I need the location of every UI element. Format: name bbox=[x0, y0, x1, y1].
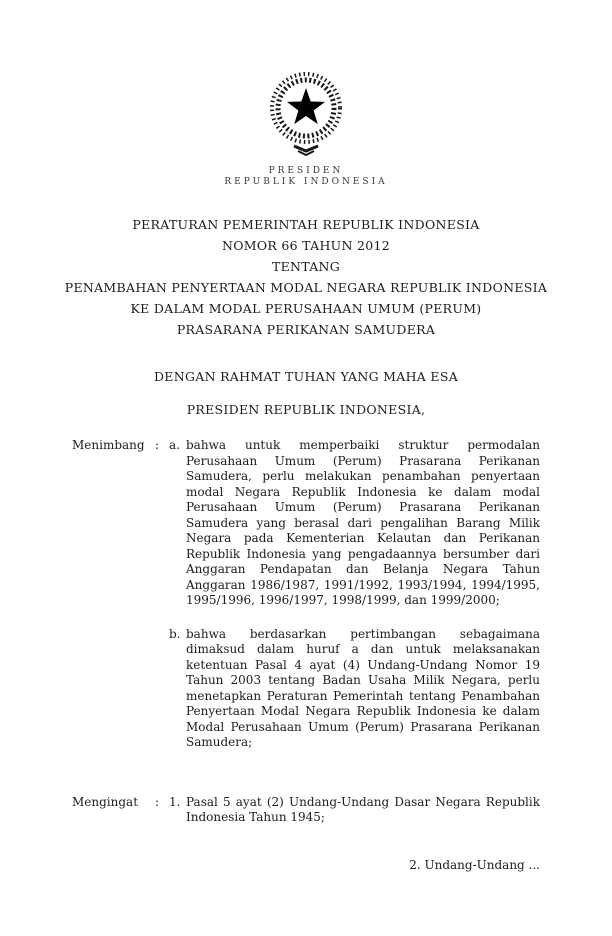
star-emblem-icon bbox=[263, 68, 349, 160]
letterhead bbox=[0, 166, 612, 188]
mengingat-item-1-text: Pasal 5 ayat (2) Undang-Undang Dasar Negara Republik Indonesia Tahun 1945; bbox=[186, 794, 540, 824]
menimbang-item-b bbox=[169, 627, 540, 751]
title-line-nomor: NOMOR 66 TAHUN 2012 bbox=[221, 238, 391, 253]
mengingat-item-1 bbox=[169, 795, 540, 826]
title-line-kedalam: KE DALAM MODAL PERUSAHAAN UMUM (PERUM) bbox=[130, 301, 482, 316]
presidential-emblem bbox=[0, 0, 612, 164]
mengingat-section bbox=[0, 795, 612, 826]
menimbang-item-a-marker: a. bbox=[169, 438, 180, 452]
menimbang-label: Menimbang bbox=[72, 438, 145, 452]
mengingat-items bbox=[169, 795, 540, 826]
mengingat-colon: : bbox=[155, 794, 160, 809]
rahmat-line: DENGAN RAHMAT TUHAN YANG MAHA ESA bbox=[153, 369, 459, 384]
menimbang-section bbox=[0, 438, 612, 751]
menimbang-item-b-marker: b. bbox=[169, 626, 181, 641]
mengingat-item-1-marker: 1. bbox=[169, 794, 181, 809]
letterhead-presiden: PRESIDEN bbox=[268, 166, 344, 176]
menimbang-colon: : bbox=[155, 438, 160, 452]
page-catchword: 2. Undang-Undang ... bbox=[409, 857, 540, 872]
mengingat-label: Mengingat bbox=[72, 794, 139, 809]
menimbang-items bbox=[169, 438, 540, 751]
title-line-prasarana: PRASARANA PERIKANAN SAMUDERA bbox=[176, 322, 436, 337]
presiden-ri-line: PRESIDEN REPUBLIK INDONESIA, bbox=[186, 402, 426, 417]
title-line-peraturan: PERATURAN PEMERINTAH REPUBLIK INDONESIA bbox=[132, 217, 480, 232]
title-line-penambahan: PENAMBAHAN PENYERTAAN MODAL NEGARA REPUBLIK INDONESIA bbox=[64, 280, 548, 295]
letterhead-republik-indonesia: REPUBLIK INDONESIA bbox=[224, 177, 388, 187]
document-title bbox=[0, 214, 612, 340]
menimbang-item-a bbox=[169, 438, 540, 609]
menimbang-item-b-text: bahwa berdasarkan pertimbangan sebagaimana dimaksud dalam huruf a dan untuk melaksanakan ketentuan Pasal 4 ayat (4) Undang-Undang Nomor 19 Tahun 2003 tentang Badan Usaha Milik Negara, perlu menetapkan Peraturan Pemerintah tentang Penambahan Penyertaan Modal Negara Republik Indonesia ke dalam Modal Perusahaan Umum (Perum) Prasarana Perikanan Samudera; bbox=[186, 626, 540, 749]
menimbang-item-a-text: bahwa untuk memperbaiki struktur permodalan Perusahaan Umum (Perum) Prasarana Perikanan Samudera, perlu melakukan penambahan penyertaan modal Negara Republik Indonesia ke dalam modal Perusahaan Umum (Perum) Prasarana Perikanan Samudera yang berasal dari pengalihan Barang Milik Negara pada Kementerian Kelautan dan Perikanan Republik Indonesia yang pengadaannya bersumber dari Anggaran Pendapatan dan Belanja Negara Tahun Anggaran 1986/1987, 1991/1992, 1993/1994, 1994/1995, 1995/1996, 1996/1997, 1998/1999, dan 1999/2000; bbox=[186, 438, 540, 607]
title-line-tentang: TENTANG bbox=[271, 259, 341, 274]
